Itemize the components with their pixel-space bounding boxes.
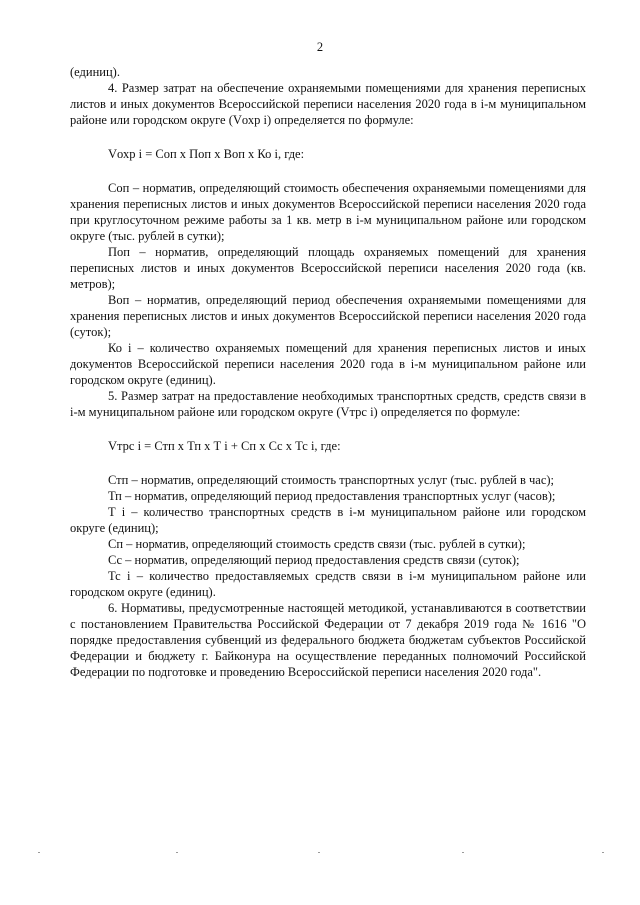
paragraph-item-6: 6. Нормативы, предусмотренные настоящей методикой, устанавливаются в соответствии с постановлением Правительства Российской Федерации от 7 декабря 2019 года № 1616 "О порядке предоставления субвенций из федерального бюджета бюджетам субъектов Российской Федерации и бюджету г. Байконура на осуществление переданных полномочий Российской Федерации по подготовке и проведению Всероссийской переписи населения 2020 года". bbox=[70, 601, 586, 679]
scan-dot bbox=[176, 852, 178, 853]
definition-sp: Сп – норматив, определяющий стоимость средств связи (тыс. рублей в сутки); bbox=[108, 537, 526, 551]
scan-dot bbox=[462, 852, 464, 853]
definition-ts: Тс i – количество предоставляемых средств связи в i-м муниципальном районе или городском округе (единиц). bbox=[70, 569, 586, 599]
document-body bbox=[70, 64, 586, 680]
formula-transport-costs: Vтрс i = Стп х Тп х Т i + Сп х Сс х Тс i, где: bbox=[108, 439, 341, 453]
formula-security-costs: Vохр i = Соп х Поп х Воп х Ко i, где: bbox=[108, 147, 305, 161]
scan-dot bbox=[38, 852, 40, 853]
scan-dot bbox=[318, 852, 320, 853]
definition-ko: Ко i – количество охраняемых помещений для хранения переписных листов и иных документов Всероссийской переписи населения 2020 года в i-м муниципальном районе или городском округе (единиц). bbox=[70, 341, 586, 387]
scan-dot bbox=[602, 852, 604, 853]
paragraph-continuation: (единиц). bbox=[70, 65, 120, 79]
scan-artifacts bbox=[0, 852, 640, 858]
definition-tp: Тп – норматив, определяющий период предоставления транспортных услуг (часов); bbox=[108, 489, 556, 503]
definition-t: Т i – количество транспортных средств в i-м муниципальном районе или городском округе (единиц); bbox=[70, 505, 586, 535]
definition-sop: Соп – норматив, определяющий стоимость обеспечения охраняемыми помещениями для хранения переписных листов и иных документов Всероссийской переписи населения 2020 года при круглосуточном режиме работы за 1 кв. метр в i-м муниципальном районе или городском округе (тыс. рублей в сутки); bbox=[70, 181, 586, 243]
definition-stp: Стп – норматив, определяющий стоимость транспортных услуг (тыс. рублей в час); bbox=[108, 473, 555, 487]
paragraph-item-4: 4. Размер затрат на обеспечение охраняемыми помещениями для хранения переписных листов и иных документов Всероссийской переписи населения 2020 года в i-м муниципальном районе или городском округе (Vохр i) определяется по формуле: bbox=[70, 81, 586, 127]
page-number: 2 bbox=[316, 40, 324, 54]
definition-pop: Поп – норматив, определяющий площадь охраняемых помещений для хранения переписных листов и иных документов Всероссийской переписи населения 2020 года (кв. метров); bbox=[70, 245, 586, 291]
definition-vop: Воп – норматив, определяющий период обеспечения охраняемыми помещениями для хранения переписных листов и иных документов Всероссийской переписи населения 2020 года (суток); bbox=[70, 293, 586, 339]
paragraph-item-5: 5. Размер затрат на предоставление необходимых транспортных средств, средств связи в i-м муниципальном районе или городском округе (Vтрс i) определяется по формуле: bbox=[70, 389, 586, 419]
definition-ss: Сс – норматив, определяющий период предоставления средств связи (суток); bbox=[108, 553, 520, 567]
